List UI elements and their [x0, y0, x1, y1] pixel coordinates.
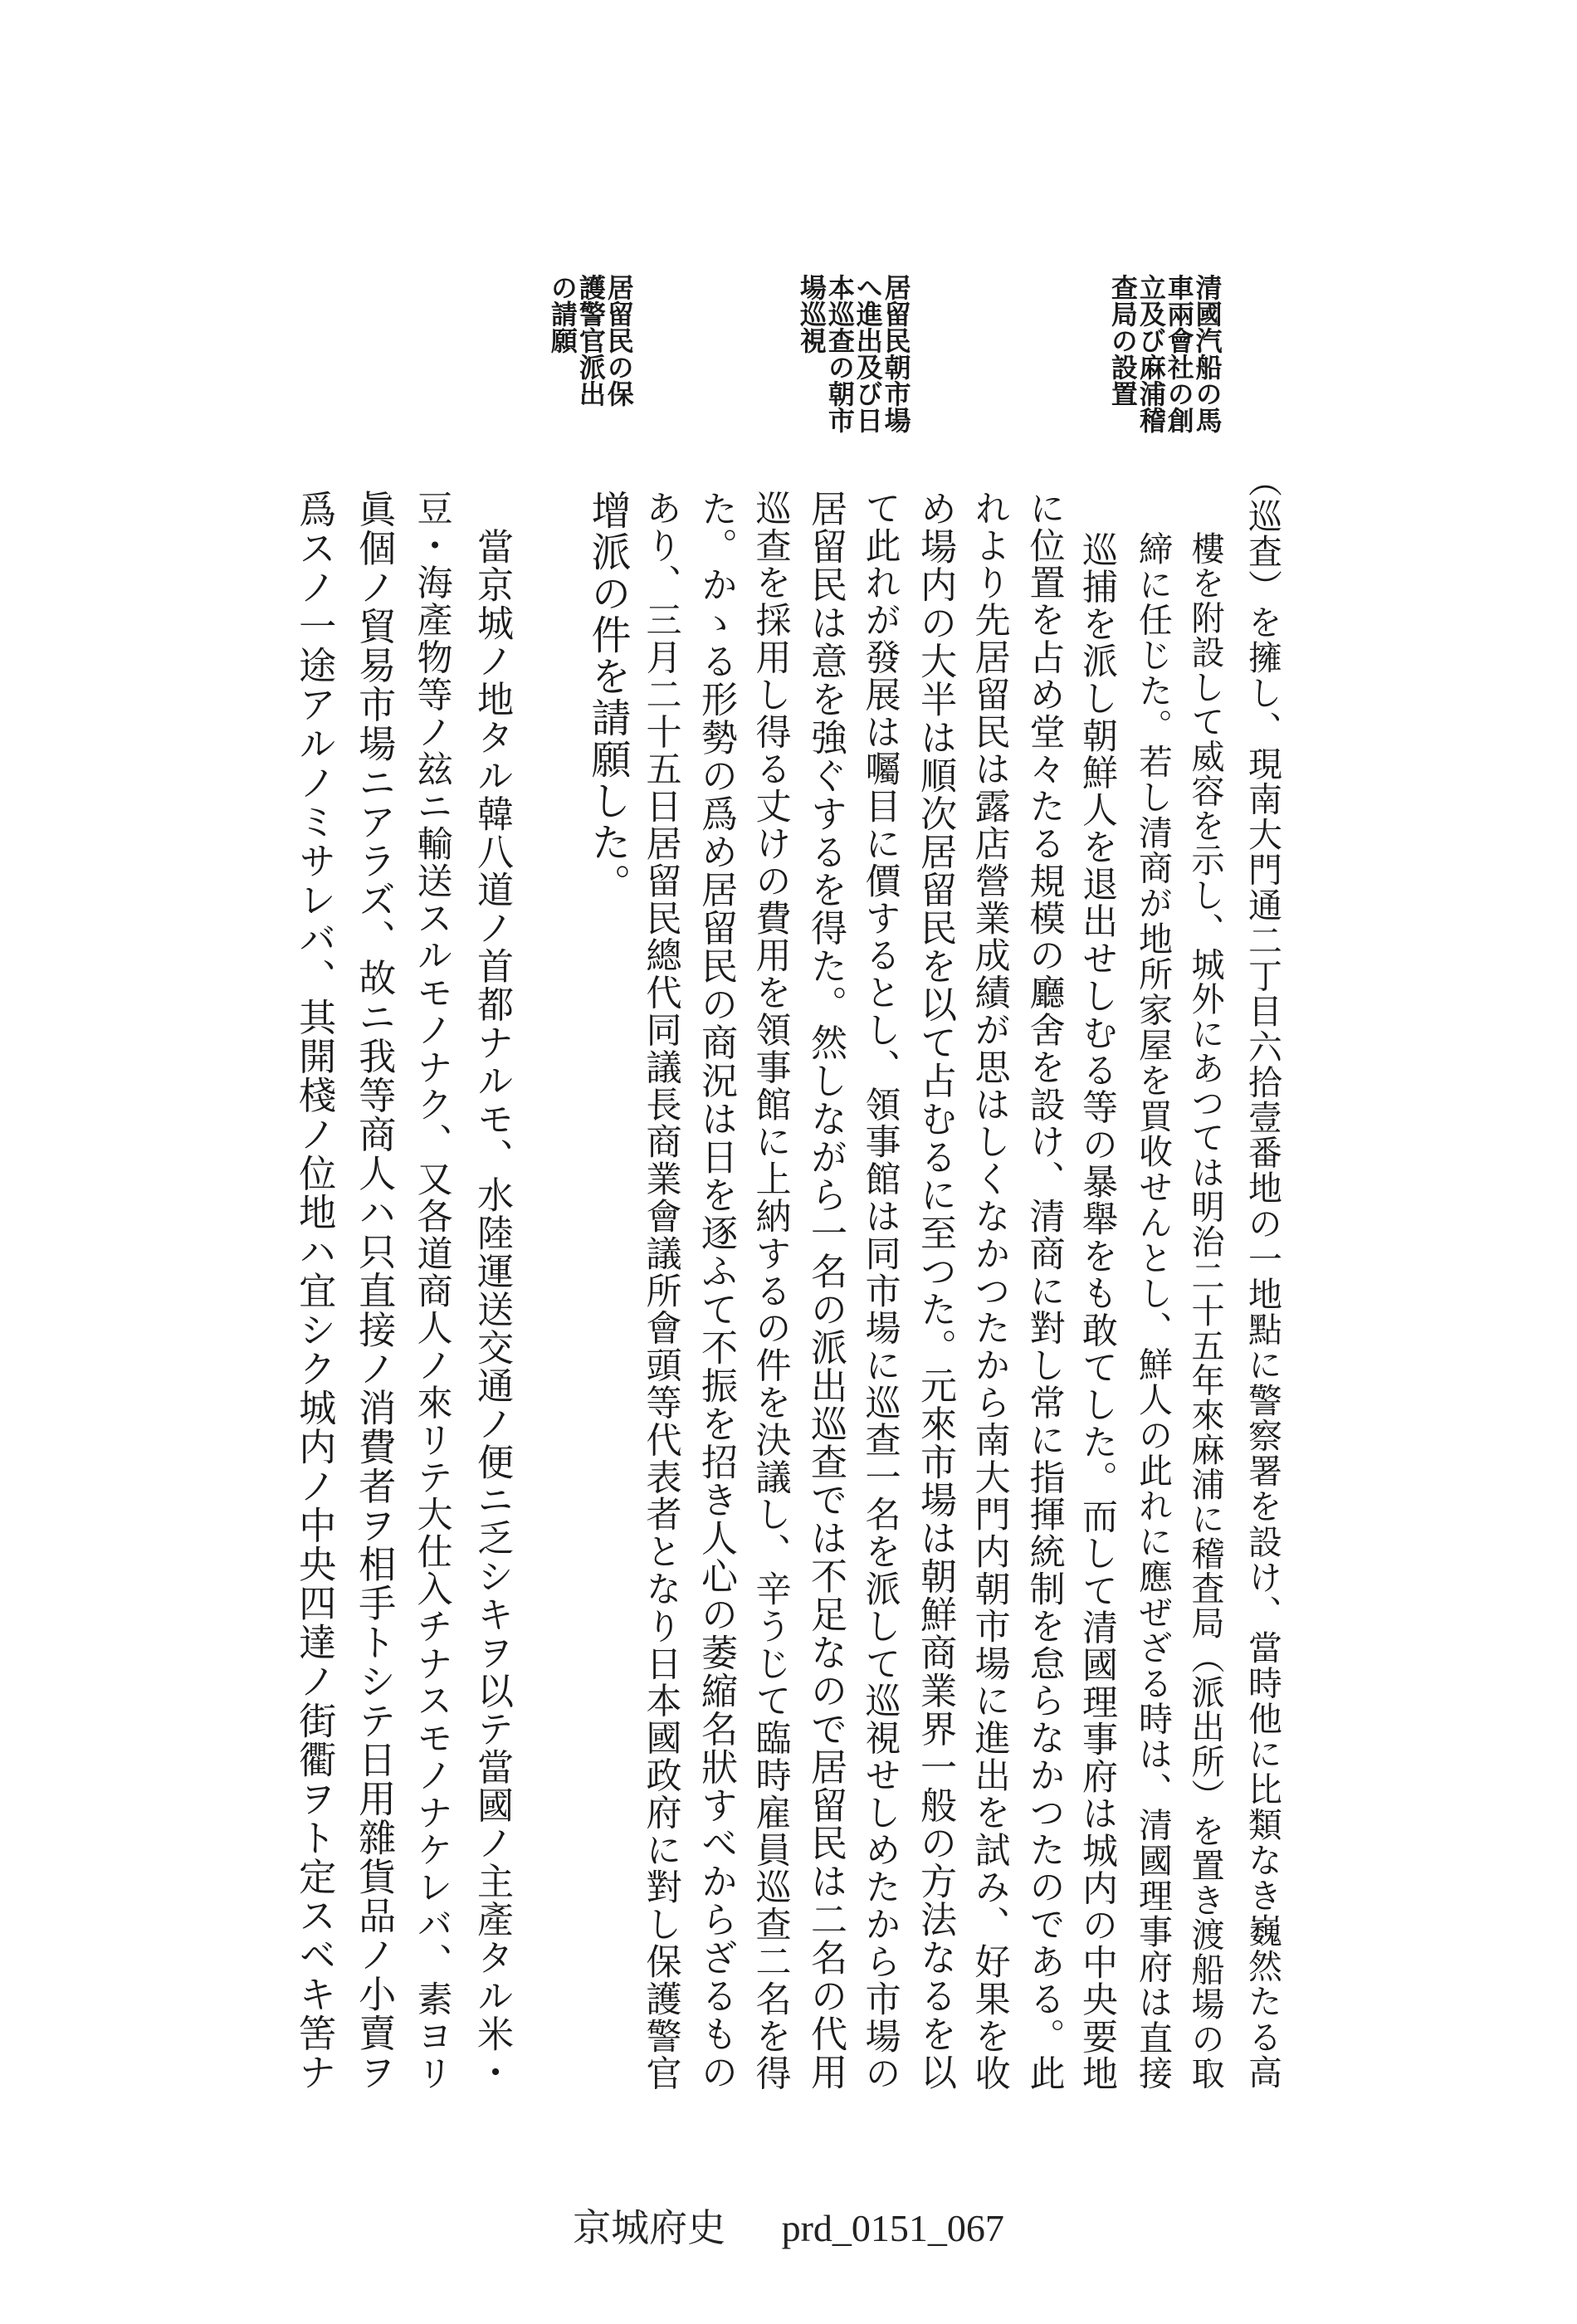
- text-column-2: 樓を附設して威容を示し、城外にあつては明治二十五年來麻浦に稽査局（派出所）を置き渡船場の取: [1186, 531, 1225, 2092]
- text-column-1: （巡査）を擁し、現南大門通二丁目六拾壹番地の一地點に警察署を設け、當時他に比類なき巍然たる高: [1242, 463, 1282, 2091]
- quote-column-2: 豆・海產物等ノ玆ニ輸送スルモノナク、又各道商人ノ來リテ大仕入チナスモノナケレバ、素ヨリ: [411, 490, 453, 2092]
- quote-column-3: 眞個ノ貿易市場ニアラズ、故ニ我等商人ハ只直接ノ消費者ヲ相手トシテ日用雜貨品ノ小賣ヲ: [352, 490, 397, 2092]
- quote-column-4: 爲スノ一途アルノミサレバ、其開棧ノ位地ハ宜シク城内ノ中央四達ノ街衢ヲト定スベキ筈ナ: [292, 490, 337, 2092]
- text-column-8: て此れが發展は囑目に價するとし、領事館は同市場に巡查一名を派して巡視せしめたから市場の: [859, 490, 901, 2092]
- footer-id: prd_0151_067: [781, 2207, 1004, 2249]
- text-column-9: 居留民は意を強ぐするを得た。然しながら一名の派出巡查では不足なので居留民は二名の代用: [804, 490, 847, 2092]
- text-column-13: 增派の件を請願した。: [584, 490, 631, 905]
- text-column-3: 締に任じた。若し清商が地所家屋を買收せんとし、鮮人の此れに應ぜざる時は、清國理事府は直接: [1133, 531, 1173, 2092]
- margin-note-3: 居留民の保護警官派出の請願: [546, 274, 635, 407]
- page-footer: [0, 2198, 1577, 2253]
- text-column-6: れより先居留民は露店營業成績が思はしくなかつたから南大門内朝市場に進出を試み、好果を收: [969, 490, 1011, 2092]
- text-column-4: 巡捕を派し朝鮮人を退出せしむる等の暴舉をも敢てした。而して清國理事府は城内の中央要地: [1077, 531, 1118, 2093]
- text-column-11: た。かゝる形勢の爲め居留民の商況は日を逐ふて不振を招き人心の萎縮名狀すべからざるもの: [695, 490, 738, 2092]
- margin-note-1: 清國汽船の馬車兩會社の創立及び麻浦稽查局の設置: [1106, 274, 1223, 433]
- margin-note-2: 居留民朝市場へ進出及び日本巡查の朝市場巡視: [795, 274, 912, 433]
- footer-title: 京城府史: [573, 2207, 726, 2249]
- quote-column-1: 當京城ノ地タル韓八道ノ首都ナルモ、水陸運送交通ノ便ニ乏シキヲ以テ當國ノ主產タル米・: [471, 490, 514, 2092]
- text-column-10: 巡查を採用し得る丈けの費用を領事館に上納するの件を決議し、辛うじて臨時雇員巡查二名を得: [749, 490, 792, 2092]
- text-column-7: め場内の大半は順次居留民を以て占むるに至つた。元來市場は朝鮮商業界一般の方法なるを以: [914, 490, 957, 2092]
- text-column-12: あり、三月二十五日居留民總代同議長商業會議所會頭等代表者となり日本國政府に對し保護警官: [640, 490, 682, 2092]
- text-column-5: に位置を占め堂々たる規模の廳舍を設け、清商に對し常に指揮統制を怠らなかつたのである。此: [1023, 490, 1066, 2092]
